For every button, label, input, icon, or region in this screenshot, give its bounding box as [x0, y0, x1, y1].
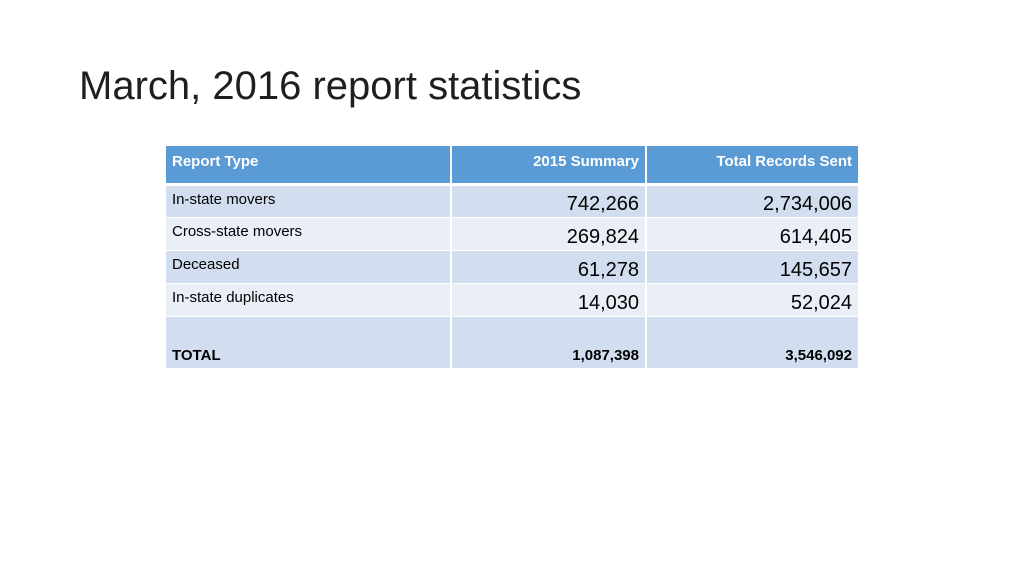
- table-row: [166, 217, 858, 250]
- cell-report-type: In-state movers: [166, 184, 451, 217]
- table-header-row: [166, 146, 858, 184]
- table-row: [166, 283, 858, 316]
- table-total-row: [166, 316, 858, 368]
- cell-total-records-sent: 614,405: [646, 217, 858, 250]
- cell-total-records-sent: 2,734,006: [646, 184, 858, 217]
- cell-total-records-sent: 145,657: [646, 250, 858, 283]
- table-row: [166, 250, 858, 283]
- page-title: March, 2016 report statistics: [79, 64, 582, 108]
- cell-2015-summary: 269,824: [451, 217, 646, 250]
- report-statistics-table: [166, 146, 858, 369]
- cell-report-type: Deceased: [166, 250, 451, 283]
- cell-total-records-sent: 52,024: [646, 283, 858, 316]
- header-report-type: Report Type: [166, 146, 451, 184]
- cell-total-label: TOTAL: [166, 316, 451, 368]
- cell-total-2015-summary: 1,087,398: [451, 316, 646, 368]
- cell-report-type: Cross-state movers: [166, 217, 451, 250]
- cell-2015-summary: 742,266: [451, 184, 646, 217]
- header-total-records-sent: Total Records Sent: [646, 146, 858, 184]
- cell-total-records-sent-sum: 3,546,092: [646, 316, 858, 368]
- cell-report-type: In-state duplicates: [166, 283, 451, 316]
- cell-2015-summary: 14,030: [451, 283, 646, 316]
- cell-2015-summary: 61,278: [451, 250, 646, 283]
- header-2015-summary: 2015 Summary: [451, 146, 646, 184]
- table-row: [166, 184, 858, 217]
